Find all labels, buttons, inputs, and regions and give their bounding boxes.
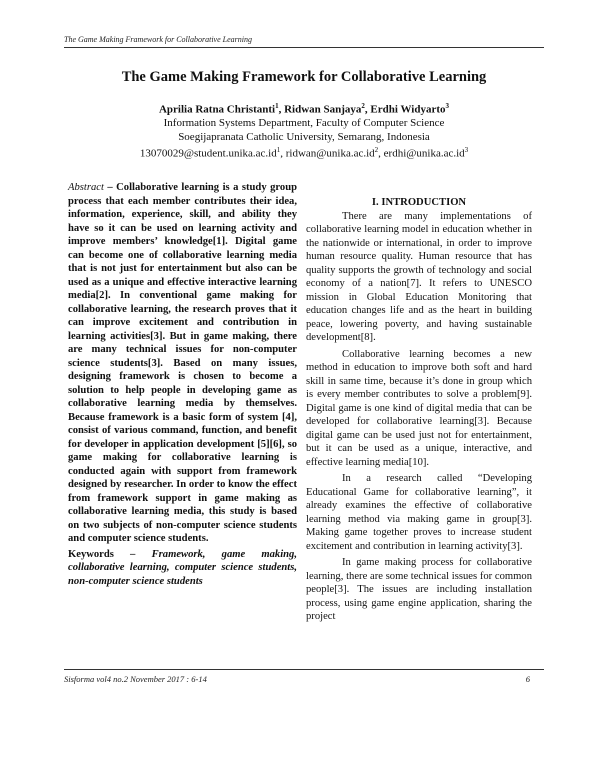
affiliation-line-2: Soegijapranata Catholic University, Semarang, Indonesia bbox=[178, 130, 430, 143]
abstract-paragraph bbox=[68, 181, 297, 546]
author-3: Erdhi Widyarto bbox=[370, 103, 446, 116]
author-block bbox=[64, 100, 544, 161]
intro-paragraph-4: In game making process for collaborative learning, there are some technical issues for common people[3]. The issues are including installation process, using game engine application, sharing the project bbox=[306, 557, 532, 622]
email-1: 13070029@student.unika.ac.id bbox=[139, 147, 277, 160]
author-2: Ridwan Sanjaya bbox=[284, 103, 362, 116]
abstract-column bbox=[68, 181, 297, 588]
affiliation-line-1: Information Systems Department, Faculty of Computer Science bbox=[163, 117, 445, 130]
email-2: ridwan@unika.ac.id bbox=[285, 147, 375, 160]
keywords-heading: Keywords bbox=[68, 548, 114, 560]
keywords-text: – Framework, game making, collaborative learning, computer science students, non-computer science students bbox=[68, 548, 297, 587]
intro-paragraph-1: There are many implementations of collaborative learning model in education whether in the nationwide or international, in order to improve human resource quality. Human resource that has quality supports the growth of technology and social economy of a nation[7]. It refers to UNESCO mission in Global Education Monitoring that education changes life and as the heart in building peace, lowering poverty, and having sustainable development[8]. bbox=[306, 210, 532, 343]
email-3: erdhi@unika.ac.id bbox=[383, 147, 465, 160]
author-names: Aprilia Ratna Christanti$^1$, Ridwan Sanjaya$^2$, Erdhi Widyarto$^3$ bbox=[158, 102, 450, 116]
paper-title: The Game Making Framework for Collaborative Learning bbox=[121, 69, 487, 85]
author-1: Aprilia Ratna Christanti bbox=[158, 103, 276, 116]
keywords-paragraph bbox=[68, 548, 297, 589]
abstract-text: – Collaborative learning is a study group process that each member contributes their idea, information, experience, skill, and ability they have so it can be used on learning activity and improve members’ knowledge[1]. Digital game can become one of collaborative learning media that is not just for entertainment but also can be used as a unique and effective interactive learning media[2]. In conventional game making for collaborative learning, the research proves that it can improve excitement and contribution in learning activities[3]. But in game making, there are many technical issues for non-computer science students[3]. Based on many issues, designing framework is chosen to become a solution to help people in developing game as collaborative learning media by themselves. Because framework is a basic form of system [4], consist of various command, function, and benefit for developer in application development [5][6], so game making for collaborative learning is conducted again with support from framework designed by researcher. In order to know the effect from framework support in game making as collaborative learning media, this study is based on two subjects of non-computer science students and computer science students. bbox=[68, 182, 297, 544]
intro-paragraph-3: In a research called “Developing Educational Game for collaborative learning”, it already examines the effective of collaborative learning method via making game in group[3]. Making game together proves to increase student excitement and contribution in learning activity[3]. bbox=[306, 473, 532, 552]
author-1-sup: 1 bbox=[275, 102, 279, 110]
introduction-heading: I. INTRODUCTION bbox=[371, 197, 467, 208]
introduction-column bbox=[306, 196, 532, 627]
page-number: 6 bbox=[525, 674, 530, 684]
author-2-sup: 2 bbox=[361, 102, 365, 110]
email-line: $13070029@student.unika.ac.id^1$, $ridwan@unika.ac.id^2$, $erdhi@unika.ac.id^3$ bbox=[139, 146, 469, 160]
footer-rule bbox=[64, 669, 544, 670]
running-header: The Game Making Framework for Collaborative Learning bbox=[64, 35, 252, 44]
intro-paragraph-2: Collaborative learning becomes a new method in education to improve both soft and hard skill in same time, because it’s done in group which is every member contributes to solve a problem[9]. Digital game is one kind of digital media that can be developed for collaborative learning[3]. Because digital game can be used just not for entertainment, but it can be used as a unique, interactive, and effective learning media[10]. bbox=[306, 348, 532, 468]
email-3-sup: 3 bbox=[464, 146, 469, 155]
email-1-sup: 1 bbox=[276, 146, 281, 155]
abstract-heading: Abstract bbox=[68, 182, 104, 193]
author-3-sup: 3 bbox=[445, 102, 450, 110]
header-rule bbox=[64, 47, 544, 48]
footer-journal: Sisforma vol4 no.2 November 2017 : 6-14 bbox=[64, 674, 207, 684]
email-2-sup: 2 bbox=[374, 146, 379, 155]
